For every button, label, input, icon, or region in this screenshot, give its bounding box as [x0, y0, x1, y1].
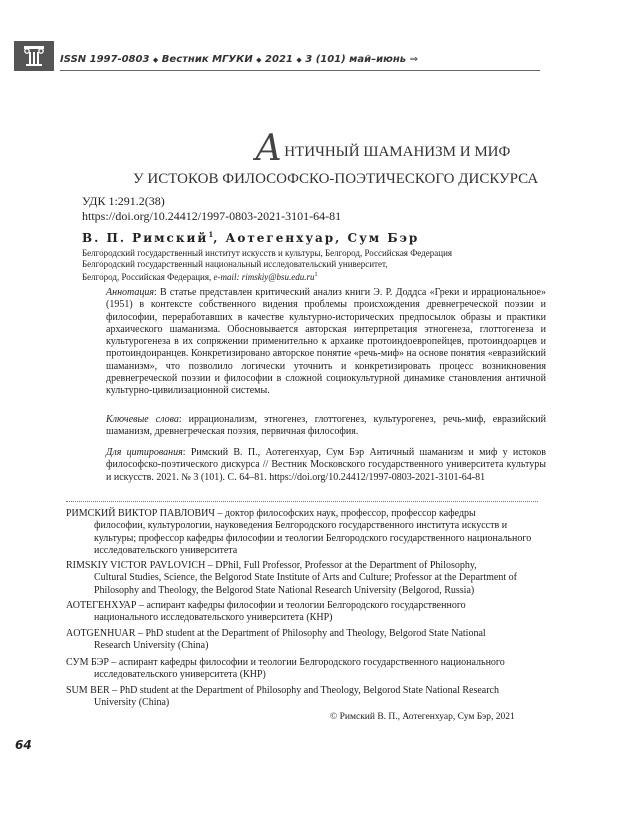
- doi-link[interactable]: https://doi.org/10.24412/1997-0803-2021-3101-64-81: [82, 209, 342, 223]
- year: 2021: [265, 54, 293, 65]
- bio-rest: национального исследовательского университета (КНР): [94, 612, 333, 624]
- email-label: e-mail:: [213, 272, 242, 282]
- authors: [82, 230, 419, 245]
- bio-aotgenhuar-en: [66, 628, 538, 653]
- keywords: [106, 414, 546, 439]
- arrow-icon: ⇒: [409, 54, 418, 65]
- bio-rest: University (China): [94, 697, 170, 709]
- separator: ◆: [256, 56, 262, 64]
- bio-first-line: РИМСКИЙ ВИКТОР ПАВЛОВИЧ – доктор философских наук, профессор, профессор кафедры: [66, 508, 476, 519]
- email-sup: 1: [314, 272, 318, 278]
- authors-rest: , Аотегенхуар, Сум Бэр: [213, 231, 420, 245]
- header-rule: [60, 70, 540, 71]
- copyright: © Римский В. П., Аотегенхуар, Сум Бэр, 2021: [330, 712, 515, 722]
- affiliation-location: Белгород, Российская Федерация,: [82, 272, 214, 282]
- bio-first-line: RIMSKIY VICTOR PAVLOVICH – DPhil, Full Professor, Professor at the Department of Philosophy,: [66, 560, 477, 571]
- bio-rest: исследовательского университета (КНР): [94, 669, 266, 681]
- bio-rest: Cultural Studies, Science, the Belgorod State Institute of Arts and Culture; Professor at the Department of Philosophy and Theology, the Belgorod State National Research University (Belgorod, Russia): [94, 572, 517, 596]
- separator: ◆: [152, 56, 159, 64]
- separator: ◆: [296, 56, 302, 64]
- running-header: [60, 54, 540, 65]
- bio-sumber-en: [66, 685, 538, 710]
- keywords-label: Ключевые слова: [106, 414, 179, 425]
- bio-first-line: АОТЕГЕНХУАР – аспирант кафедры философии и теологии Белгородского государственного: [66, 600, 466, 611]
- affiliation-line-2: Белгородский государственный национальный исследовательский университет,: [82, 259, 388, 269]
- title-line1-rest: НТИЧНЫЙ ШАМАНИЗМ И МИФ: [284, 144, 511, 160]
- keywords-text: : иррационализм, этногенез, глоттогенез, культурогенез, речь-миф, евразийский шаманизм, древнегреческая поэзия, первичная философия.: [106, 414, 546, 438]
- bio-aotegenhuar-ru: [66, 600, 538, 625]
- abstract: [106, 287, 546, 398]
- bio-rimskiy-ru: [66, 508, 538, 557]
- bio-rimskiy-en: [66, 560, 538, 597]
- abstract-label: Аннотация: [106, 287, 155, 298]
- citation: [106, 447, 546, 484]
- email[interactable]: rimskiy@bsu.edu.ru: [241, 272, 315, 282]
- bio-rest: Research University (China): [94, 640, 209, 652]
- bio-first-line: SUM BER – PhD student at the Department of Philosophy and Theology, Belgorod State National Research: [66, 685, 499, 696]
- bio-first-line: AOTGENHUAR – PhD student at the Department of Philosophy and Theology, Belgorod State National: [66, 628, 486, 639]
- dotted-divider: [66, 501, 538, 502]
- issue: 3 (101) май–июнь: [305, 54, 407, 65]
- abstract-text: : В статье представлен критический анализ книги Э. Р. Доддса «Греки и иррациональное» (1951) в контексте собственного видения проблемы происхождения древнегреческой поэзии и философии, переработавших в качестве культурно-исторических предпосылок образы и практики архаического шаманизма. Обосновывается авторская интерпретация этногенеза, глоттогенеза и культурогенеза в их сопряжении применительно к архаике протоиндоевропейцев, протоиндоарцев и протоиндоиранцев. Конкретизировано авторское понятие «речь-миф» на основе понятия «евразийский шаманизм», что позволило логически уточнить и конкретизировать процесс возникновения древнегреческой поэзии и философии в сложной социокультурной динамике становления античной культурно-цивилизационной системы.: [106, 287, 546, 397]
- bio-sumber-ru: [66, 657, 538, 682]
- author-sup: 1: [208, 230, 214, 239]
- issn: ISSN 1997-0803: [60, 54, 150, 65]
- article-title-line1: [255, 128, 510, 169]
- page-number: 64: [15, 738, 32, 752]
- journal-column-icon: [14, 41, 54, 71]
- citation-label: Для цитирования: [106, 447, 183, 458]
- udk-code: УДК 1:291.2(38): [82, 194, 165, 208]
- author-primary: В. П. Римский: [82, 231, 209, 245]
- journal-name: Вестник МГУКИ: [161, 54, 253, 65]
- article-title-line2: У ИСТОКОВ ФИЛОСОФСКО-ПОЭТИЧЕСКОГО ДИСКУРСА: [133, 171, 539, 187]
- citation-text: : Римский В. П., Аотегенхуар, Сум Бэр Античный шаманизм и миф у истоков философско-поэтического дискурса // Вестник Московского государственного университета культуры и искусств. 2021. № 3 (101). С. 64–81. https://doi.org/10.24412/1997-0803-2021-3101-64-81: [106, 447, 546, 483]
- title-initial: А: [255, 128, 283, 169]
- bio-rest: философии, культурологии, науковедения Белгородского государственного института искусств и культуры; профессор кафедры философии и теологии Белгородского государственного национального исследовательского университета: [94, 520, 532, 556]
- affiliation-line-1: Белгородский государственный институт искусств и культуры, Белгород, Российская Федерация: [82, 248, 453, 258]
- affiliation-line-3: [82, 270, 542, 283]
- bio-first-line: СУМ БЭР – аспирант кафедры философии и теологии Белгородского государственного национального: [66, 657, 505, 668]
